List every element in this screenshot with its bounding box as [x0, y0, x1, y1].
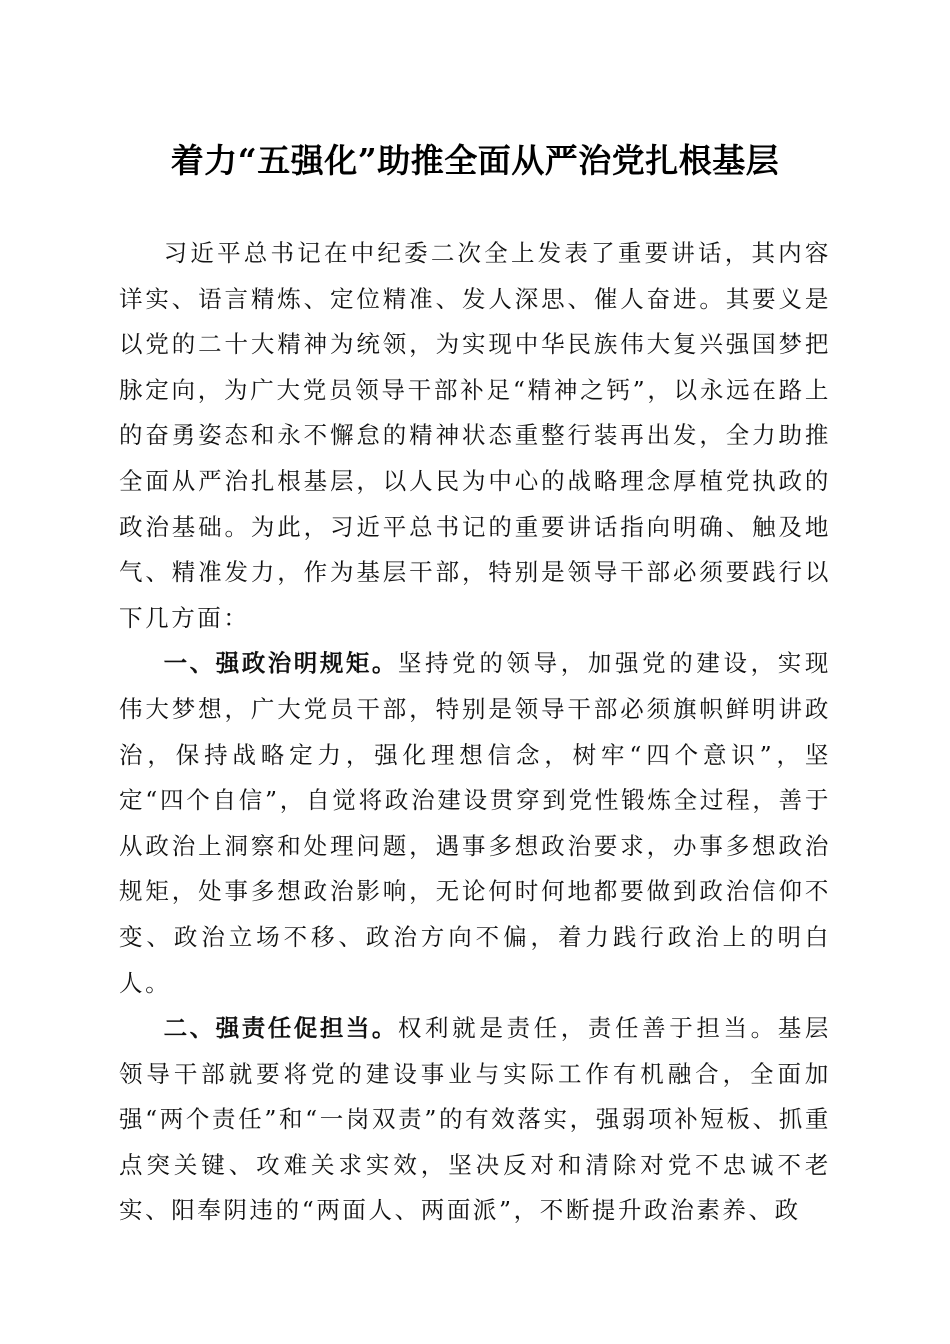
document-title: 着力“五强化”助推全面从严治党扎根基层	[170, 141, 780, 180]
section-text-2: 权利就是责任，责任善于担当。基层领导干部就要将党的建设事业与实际工作有机融合，全面加强“两个责任”和“一岗双责”的有效落实，强弱项补短板、抓重点突关键、攻难关求实效，坚决反对和清除对党不忠诚不老实、阳奉阴违的“两面人、两面派”，不断提升政治素养、政	[119, 1014, 831, 1225]
section-text-1: 坚持党的领导，加强党的建设，实现伟大梦想，广大党员干部，特别是领导干部必须旗帜鲜明讲政治，保持战略定力，强化理想信念，树牢“四个意识”，坚定“四个自信”，自觉将政治建设贯穿到党性锻炼全过程，善于从政治上洞察和处理问题，遇事多想政治要求，办事多想政治规矩，处事多想政治影响，无论何时何地都要做到政治信仰不变、政治立场不移、政治方向不偏，着力践行政治上的明白人。	[119, 649, 831, 997]
section-heading-2: 二、强责任促担当。	[163, 1014, 398, 1043]
section-paragraph-1	[119, 641, 831, 1006]
section-paragraph-2	[119, 1006, 831, 1234]
document-body	[119, 231, 831, 1234]
intro-paragraph: 习近平总书记在中纪委二次全上发表了重要讲话，其内容详实、语言精炼、定位精准、发人深思、催人奋进。其要义是以党的二十大精神为统领，为实现中华民族伟大复兴强国梦把脉定向，为广大党员领导干部补足“精神之钙”，以永远在路上的奋勇姿态和永不懈怠的精神状态重整行装再出发，全力助推全面从严治扎根基层，以人民为中心的战略理念厚植党执政的政治基础。为此，习近平总书记的重要讲话指向明确、触及地气、精准发力，作为基层干部，特别是领导干部必须要践行以下几方面：	[119, 239, 831, 632]
section-heading-1: 一、强政治明规矩。	[163, 649, 398, 678]
